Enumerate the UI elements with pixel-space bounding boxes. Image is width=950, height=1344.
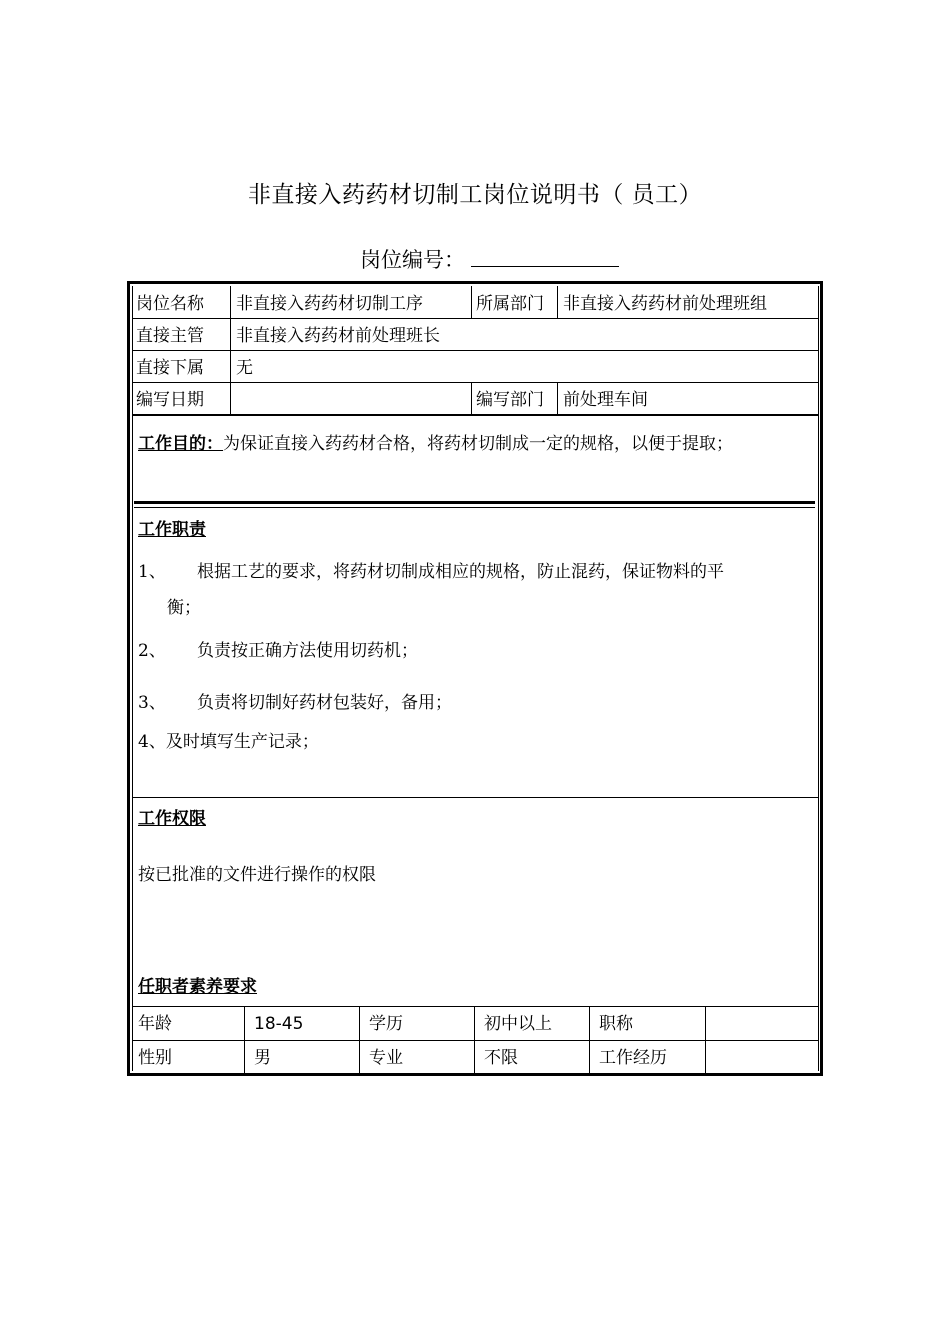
duty-number: 2、 — [138, 641, 166, 661]
subordinate-label: 直接下属 — [136, 358, 204, 378]
duty-text: 负责按正确方法使用切药机； — [197, 641, 418, 661]
row-divider — [132, 350, 819, 351]
education-label: 学历 — [369, 1014, 403, 1034]
inner-right-border — [818, 286, 819, 1071]
row-divider — [132, 1040, 819, 1041]
col-divider — [471, 382, 472, 415]
gender-value: 男 — [254, 1048, 271, 1068]
write-department-label: 编写部门 — [476, 390, 544, 410]
requirements-heading: 任职者素养要求 — [138, 977, 257, 997]
position-code-line — [360, 244, 619, 274]
job-description-table — [127, 281, 823, 1076]
authority-heading: 工作权限 — [138, 809, 206, 829]
col-divider — [589, 1006, 590, 1073]
row-divider — [132, 382, 819, 383]
inner-left-border — [132, 286, 133, 1071]
supervisor-value: 非直接入药药材前处理班长 — [236, 326, 440, 346]
duty-text: 根据工艺的要求，将药材切制成相应的规格，防止混药，保证物料的平 — [197, 562, 724, 582]
duty-text: 负责将切制好药材包装好，备用； — [197, 693, 452, 713]
major-value: 不限 — [484, 1048, 518, 1068]
department-value: 非直接入药药材前处理班组 — [563, 294, 767, 314]
duty-number: 1、 — [138, 562, 166, 582]
col-divider — [230, 286, 231, 415]
education-value: 初中以上 — [484, 1014, 552, 1034]
age-label: 年龄 — [138, 1014, 172, 1034]
duties-heading: 工作职责 — [138, 520, 206, 540]
document-title: 非直接入药药材切制工岗位说明书（ 员工） — [247, 182, 703, 208]
supervisor-label: 直接主管 — [136, 326, 204, 346]
post-name-label: 岗位名称 — [136, 294, 204, 314]
row-divider — [132, 318, 819, 319]
work-purpose-label: 工作目的： — [138, 434, 223, 454]
duty-item — [138, 727, 319, 752]
section-separator — [134, 507, 815, 508]
subordinate-value: 无 — [236, 358, 253, 378]
col-divider — [474, 1006, 475, 1073]
duty-number: 3、 — [138, 693, 166, 713]
row-divider — [132, 414, 819, 416]
position-code-label: 岗位编号： — [360, 248, 465, 272]
gender-label: 性别 — [138, 1048, 172, 1068]
experience-label: 工作经历 — [599, 1048, 667, 1068]
section-separator — [132, 797, 819, 798]
col-divider — [471, 286, 472, 319]
col-divider — [557, 286, 558, 319]
duty-text-continued: 衡； — [167, 598, 201, 618]
col-divider — [557, 382, 558, 415]
major-label: 专业 — [369, 1048, 403, 1068]
col-divider — [359, 1006, 360, 1073]
position-code-blank[interactable] — [471, 244, 619, 267]
write-department-value: 前处理车间 — [563, 390, 648, 410]
work-purpose-text: 为保证直接入药药材合格，将药材切制成一定的规格，以便于提取； — [223, 434, 733, 454]
col-divider — [244, 1006, 245, 1073]
work-purpose — [138, 429, 733, 454]
row-divider — [132, 1006, 819, 1007]
title-label: 职称 — [599, 1014, 633, 1034]
duty-text: 及时填写生产记录； — [165, 732, 319, 752]
department-label: 所属部门 — [476, 294, 544, 314]
col-divider — [705, 1006, 706, 1073]
post-name-value: 非直接入药药材切制工序 — [236, 294, 423, 314]
section-separator — [134, 501, 815, 504]
write-date-label: 编写日期 — [136, 390, 204, 410]
age-value: 18-45 — [254, 1014, 304, 1034]
duty-number: 4、 — [138, 732, 166, 752]
authority-text: 按已批准的文件进行操作的权限 — [138, 865, 376, 885]
duty-item — [138, 557, 166, 582]
